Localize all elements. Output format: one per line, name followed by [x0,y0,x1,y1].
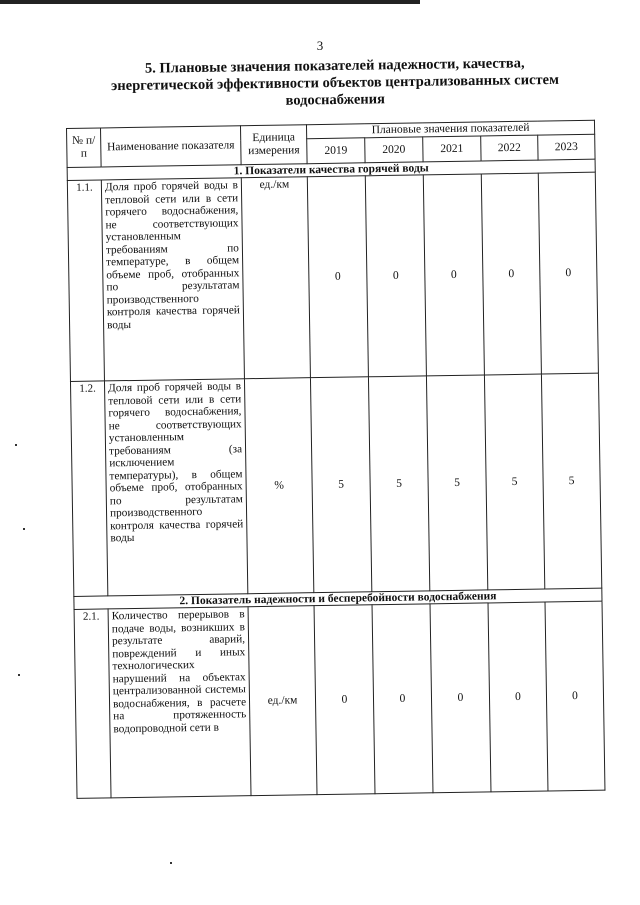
row-value: 5 [426,375,487,591]
scan-speck [23,528,25,530]
header-year: 2023 [538,134,595,160]
header-year: 2022 [481,135,538,161]
row-value: 5 [541,373,601,589]
row-unit: ед./км [248,606,317,796]
row-value: 0 [365,175,426,377]
row-value: 0 [488,602,548,792]
scan-speck [170,862,172,864]
page-title: 5. Плановые значения показателей надежности, качества, энергетической эффективности объектов централизованных систем водоснабжения [110,55,560,109]
section-title: 2. Показатель надежности и бесперебойности водоснабжения [74,588,602,609]
row-name: Доля проб горячей воды в тепловой сети или в сети горячего водоснабжения, не соответствующих установленным требованиям (за исключением температуры), в общем объеме проб, отобранных по результатам производственного контроля качества горячей воды [104,379,247,596]
header-unit: Единица измерения [240,125,307,165]
header-year: 2019 [307,138,365,164]
row-value: 0 [314,605,375,795]
row-num: 1.1. [67,180,104,382]
row-value: 5 [310,377,371,593]
header-year: 2020 [365,137,423,163]
indicators-table [66,120,606,799]
row-name: Доля проб горячей воды в тепловой сети или в сети горячего водоснабжения, не соответствующих установленным требованиям по температуре, в общем объеме проб, отобранных по результатам производственного контроля качества горячей воды [101,178,244,381]
row-value: 0 [538,172,598,374]
row-unit: ед./км [241,177,310,379]
row-value: 0 [307,176,368,378]
row-value: 5 [368,376,429,592]
row-value: 0 [430,603,491,793]
header-name: Наименование показателя [101,126,242,167]
row-value: 0 [481,173,541,375]
section-title: 1. Показатели качества горячей воды [67,159,595,180]
header-planned: Плановые значения показателей [306,120,594,139]
row-value: 5 [484,374,544,590]
row-num: 1.2. [70,381,107,597]
header-year: 2021 [423,136,481,162]
row-value: 0 [545,601,605,791]
row-value: 0 [423,174,484,376]
row-unit: % [244,378,313,594]
indicators-table-container [66,120,604,799]
row-value: 0 [372,604,433,794]
table-row [70,373,601,596]
header-num: № п/п [67,128,102,168]
scan-speck [15,444,17,446]
row-num: 2.1. [74,609,111,799]
table-row [74,601,605,798]
scan-speck [18,674,20,676]
table-row [67,172,598,381]
row-name: Количество перерывов в подаче воды, возникших в результате аварий, повреждений и иных технологических нарушений на объектах централизованной системы водоснабжения, в расчете на протяженность водопроводной сети в [108,607,251,798]
scan-top-edge [0,0,640,6]
page-number: 3 [316,38,324,53]
